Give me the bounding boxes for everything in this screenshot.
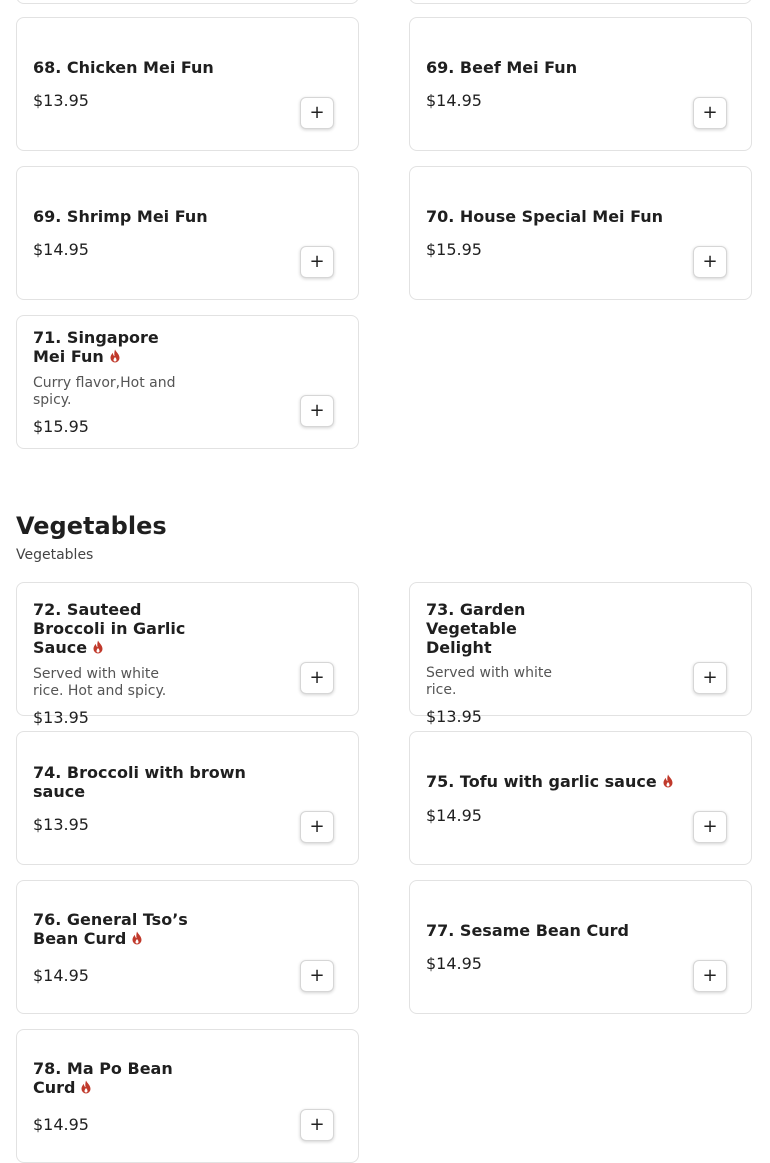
menu-item-card[interactable]	[16, 1029, 359, 1163]
add-item-button[interactable]: +	[300, 662, 334, 694]
item-price: $14.95	[426, 91, 482, 110]
add-item-button[interactable]: +	[300, 960, 334, 992]
item-name: 72. Sauteed Broccoli in Garlic Sauce	[33, 600, 186, 657]
add-item-button[interactable]: +	[693, 811, 727, 843]
menu-item-card[interactable]	[16, 17, 359, 151]
item-description: Served with white rice.	[426, 665, 552, 698]
add-item-button[interactable]: +	[693, 960, 727, 992]
menu-item-card[interactable]	[409, 880, 752, 1014]
menu-item-card[interactable]	[16, 731, 359, 865]
menu-item-card[interactable]	[16, 582, 359, 727]
item-price: $15.95	[33, 417, 89, 436]
item-name-row	[426, 772, 711, 792]
item-price: $15.95	[426, 240, 482, 259]
item-price: $14.95	[33, 965, 89, 985]
item-name: 69. Beef Mei Fun	[426, 58, 578, 77]
menu-item-card[interactable]	[16, 880, 359, 1014]
add-item-button[interactable]: +	[693, 97, 727, 129]
item-price: $13.95	[33, 708, 89, 727]
add-item-button[interactable]: +	[300, 395, 334, 427]
item-name: 76. General Tso’s Bean Curd	[33, 909, 188, 948]
spicy-flame-icon	[80, 1079, 92, 1098]
item-price: $14.95	[426, 805, 482, 825]
item-price: $14.95	[33, 240, 89, 259]
item-name: 75. Tofu with garlic sauce	[426, 771, 657, 791]
add-item-button[interactable]: +	[300, 811, 334, 843]
menu-item-card[interactable]	[409, 0, 752, 4]
add-item-button[interactable]: +	[300, 97, 334, 129]
item-name: 68. Chicken Mei Fun	[33, 58, 214, 77]
menu-item-card[interactable]	[409, 17, 752, 151]
item-price: $13.95	[33, 814, 89, 834]
menu-item-card[interactable]	[16, 166, 359, 300]
add-item-button[interactable]: +	[693, 662, 727, 694]
item-price: $13.95	[426, 707, 482, 726]
item-price: $13.95	[33, 91, 89, 110]
menu-item-card[interactable]	[409, 582, 752, 726]
item-name: 69. Shrimp Mei Fun	[33, 207, 208, 226]
spicy-flame-icon	[131, 930, 143, 949]
item-name-row	[33, 1059, 193, 1098]
add-item-button[interactable]: +	[300, 1109, 334, 1141]
spicy-flame-icon	[109, 348, 121, 367]
spicy-flame-icon	[92, 639, 104, 658]
item-name: 77. Sesame Bean Curd	[426, 921, 629, 940]
menu-item-card[interactable]	[409, 731, 752, 865]
item-name: 74. Broccoli with brown sauce	[33, 762, 246, 801]
spicy-flame-icon	[662, 773, 674, 792]
item-name: 71. Singapore Mei Fun	[33, 328, 159, 366]
item-name: 73. Garden Vegetable Delight	[426, 600, 526, 657]
item-description: Served with white rice. Hot and spicy.	[33, 666, 167, 699]
item-name-row	[33, 328, 193, 367]
menu-item-card[interactable]	[16, 315, 359, 449]
item-price: $14.95	[426, 954, 482, 973]
item-name-row	[33, 600, 193, 658]
add-item-button[interactable]: +	[300, 246, 334, 278]
menu-item-card[interactable]	[16, 0, 359, 4]
item-name: 78. Ma Po Bean Curd	[33, 1058, 173, 1097]
item-description: Curry flavor,Hot and spicy.	[33, 375, 176, 408]
menu-item-card[interactable]	[409, 166, 752, 300]
item-name-row	[33, 910, 193, 949]
add-item-button[interactable]: +	[693, 246, 727, 278]
section-subtitle: Vegetables	[16, 547, 94, 563]
section-title: Vegetables	[16, 512, 167, 540]
item-price: $14.95	[33, 1114, 89, 1134]
item-name: 70. House Special Mei Fun	[426, 207, 664, 226]
